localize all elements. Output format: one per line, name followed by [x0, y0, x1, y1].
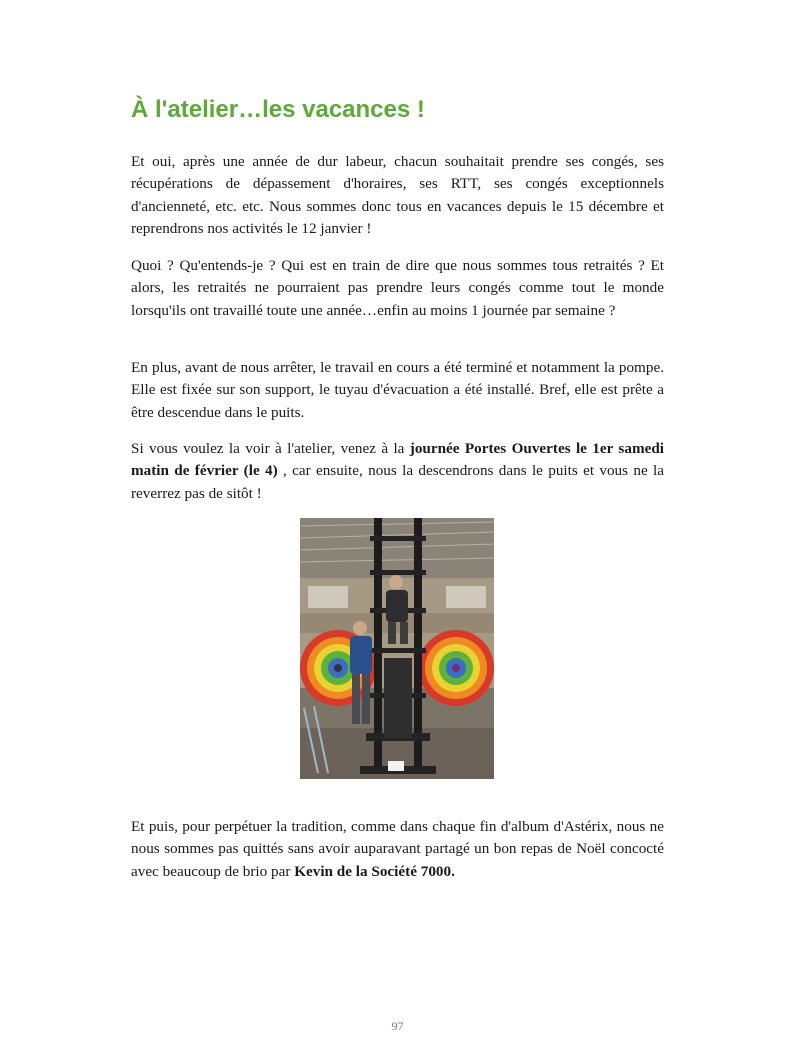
paragraph-vacances: Et oui, après une année de dur labeur, chacun souhaitait prendre ses congés, ses récupérations de dépassement d'horaires, ses RTT, ses congés exceptionnels d'ancienneté, etc. etc. Nous sommes donc tous en vacances depuis le 15 décembre et reprendrons nos activités le 12 janvier ! — [131, 153, 664, 238]
chef-name: Kevin de la Société 7000. — [294, 862, 455, 880]
paragraph-pompe: En plus, avant de nous arrêter, le travail en cours a été terminé et notamment la pompe. Elle est fixée sur son support, le tuyau d'évacuation a été installé. Bref, elle est prête a être descendue dans le puits. — [131, 359, 664, 421]
workshop-photo — [300, 518, 494, 779]
paragraph-portes-ouvertes — [131, 438, 664, 505]
paragraph-repas-noel-intro: Et puis, pour perpétuer la tradition, comme dans chaque fin d'album d'Astérix, nous ne nous sommes pas quittés sans avoir auparavant partagé un bon repas de Noël concocté avec beaucoup de brio par — [131, 818, 664, 880]
portes-ouvertes-date: journée Portes Ouvertes le 1er samedi matin de février (le 4) — [131, 440, 664, 480]
paragraph-repas-noel — [131, 816, 664, 883]
page-title: À l'atelier…les vacances ! — [131, 96, 425, 123]
workshop-photo-drawing — [300, 518, 494, 779]
paragraph-portes-ouvertes-end: , car ensuite, nous la descendrons dans le puits et vous ne la reverrez pas de sitôt ! — [131, 462, 664, 502]
paragraph-portes-ouvertes-intro: Si vous voulez la voir à l'atelier, venez à la — [131, 440, 410, 457]
paragraph-retraites: Quoi ? Qu'entends-je ? Qui est en train de dire que nous sommes tous retraités ? Et alors, les retraités ne pourraient pas prendre leurs congés comme tout le monde lorsqu'ils ont travaillé toute une année…enfin au moins 1 journée par semaine ? — [131, 257, 664, 319]
page-number: 97 — [391, 1019, 404, 1033]
